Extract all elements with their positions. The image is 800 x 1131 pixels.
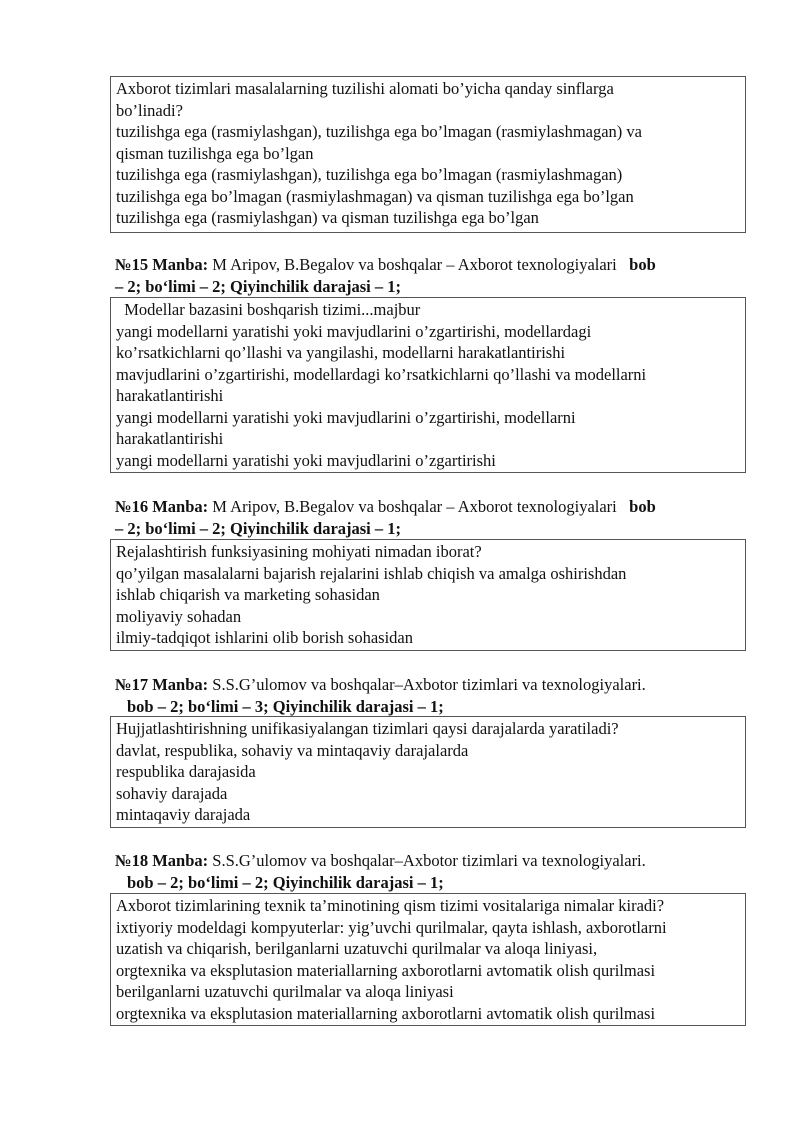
answer-option: mavjudlarini o’zgartirishi, modellardagi ko’rsatkichlarni qo’llashi va modellarni bbox=[116, 364, 647, 384]
question-15-box bbox=[110, 297, 746, 473]
answer-option: berilganlarni uzatuvchi qurilmalar va aloqa liniyasi bbox=[116, 982, 454, 1001]
answer-option: qo’yilgan masalalarni bajarish rejalarini ishlab chiqish va amalga oshirishdan bbox=[116, 563, 627, 583]
question-number: №17 Manba: bbox=[115, 675, 209, 694]
answer-option: ishlab chiqarish va marketing sohasidan bbox=[116, 585, 380, 604]
answer-option: davlat, respublika, sohaviy va mintaqaviy darajalarda bbox=[116, 740, 469, 760]
bob-label: bob bbox=[629, 255, 656, 274]
question-text: Axborot tizimlarining texnik ta’minotining qism tizimi vositalariga nimalar kiradi? bbox=[116, 896, 665, 915]
answer-option: tuzilishga ega (rasmiylashgan), tuzilishga ega bo’lmagan (rasmiylashmagan) va bbox=[116, 122, 642, 141]
answer-option: harakatlantirishi bbox=[116, 386, 224, 405]
answer-option: tuzilishga ega (rasmiylashgan), tuzilishga ega bo’lmagan (rasmiylashmagan) bbox=[116, 165, 623, 184]
answer-option: tuzilishga ega (rasmiylashgan) va qisman tuzilishga ega bo’lgan bbox=[116, 208, 539, 227]
answer-option: moliyaviy sohadan bbox=[116, 606, 242, 626]
answer-option: qisman tuzilishga ega bo’lgan bbox=[116, 143, 314, 163]
question-16-box bbox=[110, 539, 746, 651]
answer-option: respublika darajasida bbox=[116, 762, 256, 781]
source-text: M Aripov, B.Begalov va boshqalar – Axborot texnologiyalari bbox=[208, 497, 621, 516]
answer-option: ixtiyoriy modeldagi kompyuterlar: yig’uvchi qurilmalar, qayta ishlash, axborotlarni bbox=[116, 917, 667, 937]
question-number: №15 Manba: bbox=[115, 255, 209, 274]
question-18-header bbox=[115, 850, 755, 893]
question-14-box bbox=[110, 76, 746, 233]
answer-option: mintaqaviy darajada bbox=[116, 805, 251, 824]
answer-option: orgtexnika va eksplutasion materiallarning axborotlarni avtomatik olish qurilmasi bbox=[116, 1003, 656, 1023]
question-text: Hujjatlashtirishning unifikasiyalangan tizimlari qaysi darajalarda yaratiladi? bbox=[116, 719, 619, 738]
answer-option: uzatish va chiqarish, berilganlarni uzatuvchi qurilmalar va aloqa liniyasi, bbox=[116, 939, 598, 958]
answer-option: yangi modellarni yaratishi yoki mavjudlarini o’zgartirishi, modellardagi bbox=[116, 321, 592, 341]
answer-option: yangi modellarni yaratishi yoki mavjudlarini o’zgartirishi bbox=[116, 450, 496, 470]
source-text: M Aripov, B.Begalov va boshqalar – Axborot texnologiyalari bbox=[208, 255, 621, 274]
answer-option: harakatlantirishi bbox=[116, 429, 224, 448]
question-meta: – 2; bo‘limi – 2; Qiyinchilik darajasi – 1; bbox=[115, 276, 402, 296]
question-number: №18 Manba: bbox=[115, 851, 209, 870]
question-15-header bbox=[115, 254, 755, 297]
question-16-header bbox=[115, 496, 755, 539]
answer-option: orgtexnika va eksplutasion materiallarning axborotlarni avtomatik olish qurilmasi bbox=[116, 960, 656, 980]
question-text: Modellar bazasini boshqarish tizimi...majbur bbox=[116, 300, 421, 319]
answer-option: yangi modellarni yaratishi yoki mavjudlarini o’zgartirishi, modellarni bbox=[116, 407, 576, 427]
question-18-box bbox=[110, 893, 746, 1026]
question-text: bo’linadi? bbox=[116, 100, 183, 120]
question-meta: – 2; bo‘limi – 2; Qiyinchilik darajasi – 1; bbox=[115, 518, 402, 538]
source-text: S.S.G’ulomov va boshqalar–Axbotor tizimlari va texnologiyalari. bbox=[208, 675, 646, 694]
question-meta: bob – 2; bo‘limi – 2; Qiyinchilik darajasi – 1; bbox=[127, 872, 444, 892]
question-number: №16 Manba: bbox=[115, 497, 209, 516]
source-text: S.S.G’ulomov va boshqalar–Axbotor tizimlari va texnologiyalari. bbox=[208, 851, 646, 870]
answer-option: ko’rsatkichlarni qo’llashi va yangilashi, modellarni harakatlantirishi bbox=[116, 343, 566, 362]
question-meta: bob – 2; bo‘limi – 3; Qiyinchilik darajasi – 1; bbox=[127, 696, 444, 716]
question-text: Axborot tizimlari masalalarning tuzilishi alomati bo’yicha qanday sinflarga bbox=[116, 79, 614, 98]
answer-option: sohaviy darajada bbox=[116, 783, 228, 803]
question-text: Rejalashtirish funksiyasining mohiyati nimadan iborat? bbox=[116, 542, 482, 561]
bob-label: bob bbox=[629, 497, 656, 516]
answer-option: tuzilishga ega bo’lmagan (rasmiylashmagan) va qisman tuzilishga ega bo’lgan bbox=[116, 186, 634, 206]
question-17-box bbox=[110, 716, 746, 828]
question-17-header bbox=[115, 674, 755, 717]
answer-option: ilmiy-tadqiqot ishlarini olib borish sohasidan bbox=[116, 628, 413, 647]
